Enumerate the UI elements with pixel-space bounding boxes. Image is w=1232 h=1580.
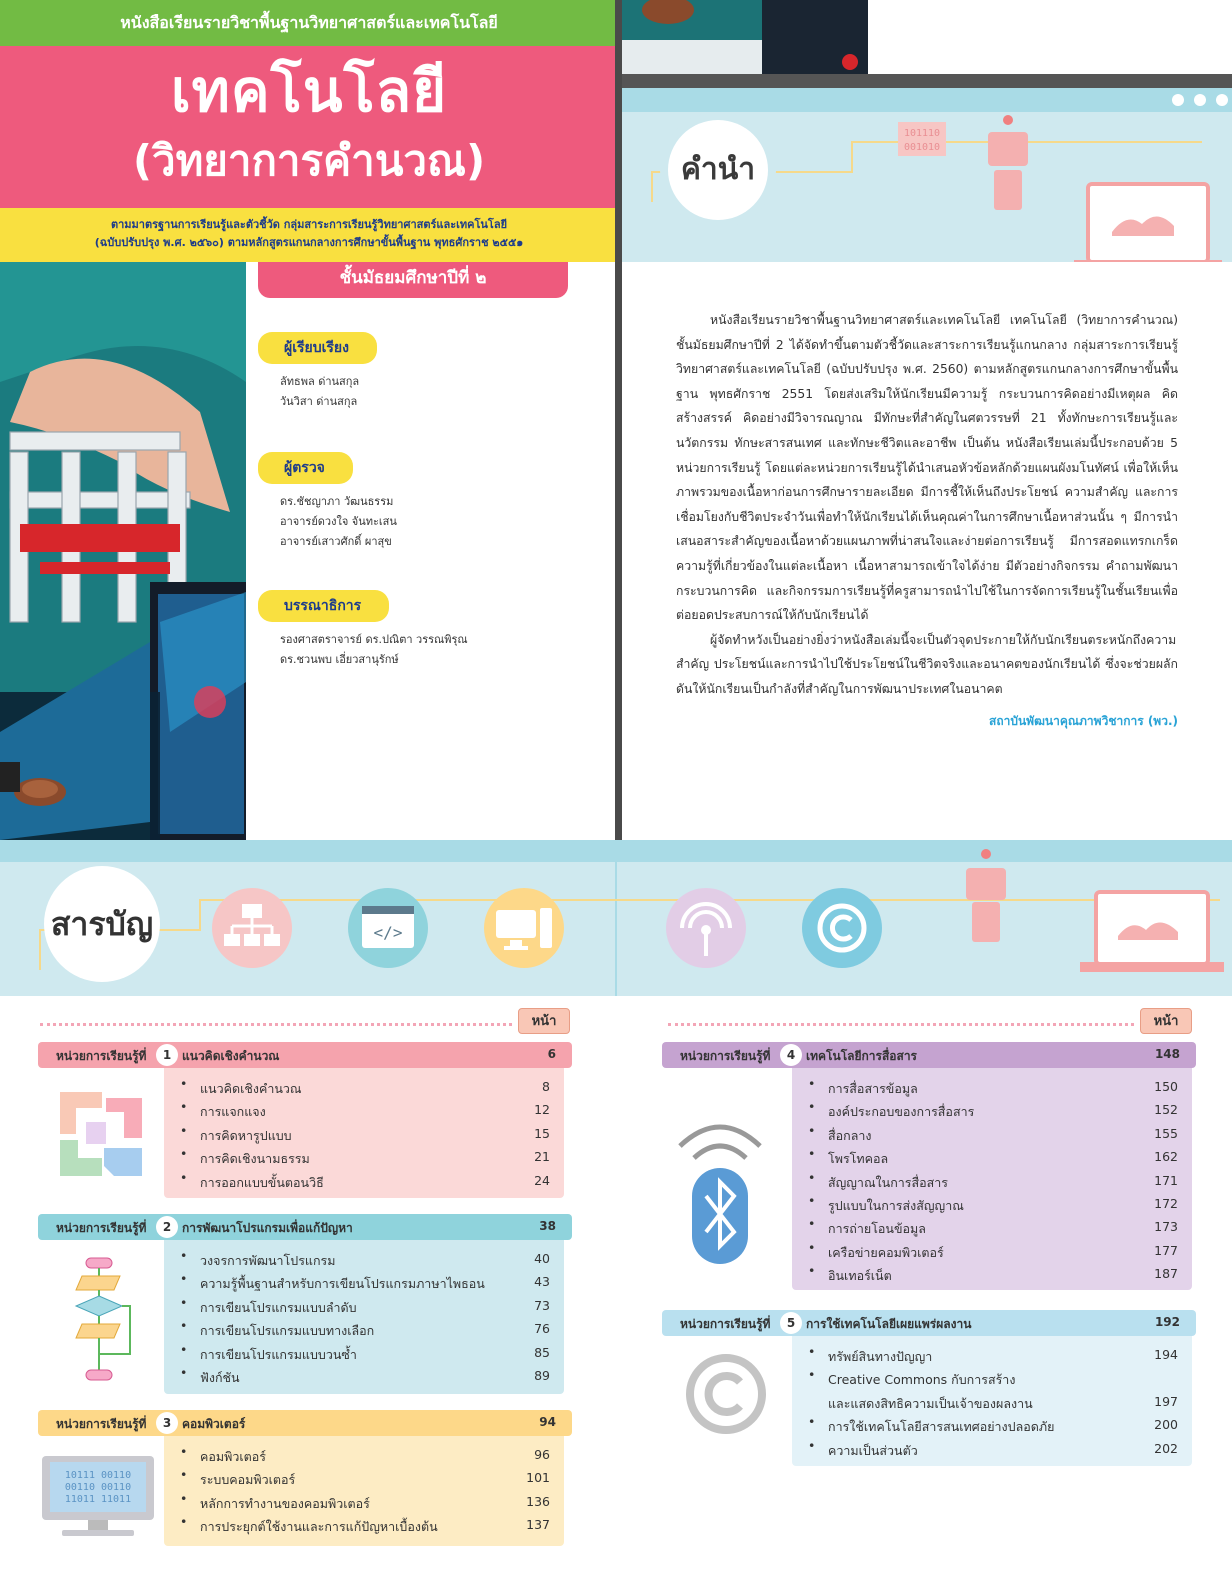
- credit-names: [280, 492, 397, 552]
- unit-title: แนวคิดเชิงคำนวณ: [182, 1049, 280, 1063]
- svg-text:11011 11011: 11011 11011: [64, 1494, 132, 1505]
- preface-body: [676, 308, 1178, 702]
- toc-entry[interactable]: [792, 1123, 1192, 1146]
- toc-entry[interactable]: [792, 1367, 1192, 1390]
- unit-label: หน่วยการเรียนรู้ที่: [56, 1221, 147, 1235]
- toc-entry-page: 24: [534, 1172, 550, 1188]
- cover-photo-robot-kit: [0, 262, 246, 840]
- bullet-icon: •: [808, 1239, 816, 1255]
- curriculum-line-2: (ฉบับปรับปรุง พ.ศ. ๒๕๖๐) ตามหลักสูตรแกนกลางการศึกษาขั้นพื้นฐาน พุทธศักราช ๒๕๕๑: [94, 236, 524, 249]
- toc-header-illustration: [0, 840, 1232, 996]
- unit-4-topics: [792, 1068, 1192, 1290]
- toc-entry-title: การเขียนโปรแกรมแบบทางเลือก: [200, 1323, 375, 1339]
- toc-entry-title: เครือข่ายคอมพิวเตอร์: [828, 1244, 944, 1260]
- credit-name: ดร.ชวนพบ เอี่ยวสานุรักษ์: [280, 653, 399, 666]
- toc-entry[interactable]: [164, 1099, 564, 1122]
- credit-block-editor: [258, 590, 468, 670]
- toc-entry[interactable]: [164, 1076, 564, 1099]
- bullet-icon: •: [180, 1122, 188, 1138]
- bullet-icon: •: [180, 1169, 188, 1185]
- bullet-icon: •: [180, 1271, 188, 1287]
- unit-5-topics: [792, 1336, 1192, 1466]
- toc-entry-title: ความรู้พื้นฐานสำหรับการเขียนโปรแกรมภาษาไพธอน: [200, 1276, 485, 1292]
- toc-entry-title: การเขียนโปรแกรมแบบวนซ้ำ: [200, 1346, 357, 1362]
- toc-entry-title: คอมพิวเตอร์: [200, 1449, 266, 1464]
- bullet-icon: •: [180, 1364, 188, 1380]
- bullet-icon: •: [180, 1099, 188, 1115]
- toc-entry-page: 152: [1154, 1102, 1178, 1118]
- toc-entry[interactable]: [792, 1146, 1192, 1169]
- tablet-photo: [622, 0, 868, 74]
- credit-block-author: [258, 332, 377, 412]
- bullet-icon: •: [808, 1099, 816, 1115]
- copyright-icon: [802, 888, 882, 968]
- credit-names: [280, 630, 468, 670]
- bullet-icon: •: [180, 1514, 188, 1530]
- book-title: เทคโนโลยี: [170, 57, 448, 125]
- bullet-icon: •: [180, 1294, 188, 1310]
- svg-text:10111 00110: 10111 00110: [64, 1470, 132, 1481]
- toc-entry-page: 21: [534, 1149, 550, 1165]
- svg-text:</>: </>: [373, 923, 403, 942]
- toc-entry[interactable]: [792, 1076, 1192, 1099]
- toc-entry-title: และแสดงสิทธิความเป็นเจ้าของผลงาน: [828, 1395, 1033, 1411]
- toc-entry-page: 155: [1154, 1125, 1178, 1141]
- unit-number: 1: [156, 1044, 178, 1066]
- toc-entry[interactable]: [792, 1344, 1192, 1367]
- dotted-leader-right: [668, 1023, 1134, 1027]
- bullet-icon: •: [180, 1076, 188, 1091]
- credit-role: บรรณาธิการ: [258, 590, 389, 622]
- toc-entry-page: 73: [534, 1297, 550, 1313]
- credit-name: ดร.ชัชญาภา วัฒนธรรม: [280, 495, 394, 508]
- toc-entry[interactable]: [164, 1342, 564, 1365]
- toc-entry[interactable]: [792, 1170, 1192, 1193]
- unit-3-topics: [164, 1436, 564, 1546]
- toc-entry-page: 137: [526, 1517, 550, 1533]
- bullet-icon: •: [808, 1414, 816, 1430]
- toc-entry-title: องค์ประกอบของการสื่อสาร: [828, 1104, 975, 1120]
- toc-entry-page: 177: [1154, 1242, 1178, 1258]
- unit-1-header[interactable]: [38, 1042, 572, 1068]
- toc-entry[interactable]: [164, 1365, 564, 1388]
- toc-entry[interactable]: [164, 1146, 564, 1169]
- bullet-icon: •: [808, 1146, 816, 1162]
- page-divider: [615, 0, 622, 840]
- toc-entry-title: การออกแบบขั้นตอนวิธี: [200, 1174, 324, 1190]
- toc-entry-title: รูปแบบในการส่งสัญญาณ: [828, 1197, 964, 1213]
- toc-entry-page: 162: [1154, 1149, 1178, 1165]
- toc-entry-title: ระบบคอมพิวเตอร์: [200, 1472, 296, 1488]
- toc-entry-page: 200: [1154, 1417, 1178, 1433]
- toc-entry-title: ความเป็นส่วนตัว: [828, 1442, 918, 1458]
- toc-entry[interactable]: [792, 1414, 1192, 1437]
- toc-entry-title: วงจรการพัฒนาโปรแกรม: [200, 1253, 336, 1268]
- toc-entry-title: หลักการทำงานของคอมพิวเตอร์: [200, 1495, 370, 1511]
- unit-page: 6: [547, 1047, 556, 1061]
- toc-entry-page: 187: [1154, 1266, 1178, 1282]
- toc-entry-page: 136: [526, 1493, 550, 1509]
- toc-entry-page: 197: [1154, 1393, 1178, 1409]
- toc-entry-page: 173: [1154, 1219, 1178, 1235]
- unit-label: หน่วยการเรียนรู้ที่: [680, 1317, 771, 1331]
- unit-title: การใช้เทคโนโลยีเผยแพร่ผลงาน: [806, 1317, 972, 1331]
- unit-label: หน่วยการเรียนรู้ที่: [56, 1417, 147, 1431]
- series-banner: หนังสือเรียนรายวิชาพื้นฐานวิทยาศาสตร์และเทคโนโลยี: [0, 0, 618, 46]
- toc-entry-title: การประยุกต์ใช้งานและการแก้ปัญหาเบื้องต้น: [200, 1519, 438, 1535]
- toc-entry-page: 8: [542, 1079, 550, 1094]
- bullet-icon: •: [180, 1146, 188, 1162]
- unit-page: 94: [539, 1415, 556, 1429]
- credit-name: ลัทธพล ด่านสกุล: [280, 375, 360, 388]
- unit-number: 4: [780, 1044, 802, 1066]
- toc-entry-page: 96: [534, 1447, 550, 1462]
- toc-entry-page: 40: [534, 1251, 550, 1266]
- credit-names: [280, 372, 377, 412]
- cover-panel: [0, 0, 618, 840]
- unit-2-header[interactable]: [38, 1214, 572, 1240]
- toc-entry-title: Creative Commons กับการสร้าง: [828, 1372, 1016, 1388]
- page-column-label-left: หน้า: [518, 1008, 570, 1034]
- toc-entry-page: 150: [1154, 1079, 1178, 1094]
- toc-entry[interactable]: [164, 1318, 564, 1341]
- bullet-icon: •: [808, 1169, 816, 1185]
- toc-entry[interactable]: [164, 1514, 564, 1537]
- credit-role: ผู้ตรวจ: [258, 452, 353, 484]
- bullet-icon: •: [808, 1122, 816, 1138]
- bullet-icon: •: [180, 1341, 188, 1357]
- binary-text: 001010: [903, 142, 941, 153]
- unit-page: 192: [1154, 1315, 1180, 1329]
- curriculum-line-1: ตามมาตรฐานการเรียนรู้และตัวชี้วัด กลุ่มสาระการเรียนรู้วิทยาศาสตร์และเทคโนโลยี: [110, 218, 508, 231]
- toc-entry-page: 171: [1154, 1172, 1178, 1188]
- bullet-icon: •: [180, 1467, 188, 1483]
- toc-entry-title: โพรโทคอล: [828, 1151, 889, 1167]
- credit-name: อาจารย์ดวงใจ จันทะเสน: [280, 515, 397, 528]
- toc-entry-title: การเขียนโปรแกรมแบบลำดับ: [200, 1299, 357, 1315]
- unit-number: 5: [780, 1312, 802, 1334]
- unit-label: หน่วยการเรียนรู้ที่: [56, 1049, 147, 1063]
- unit-title: เทคโนโลยีการสื่อสาร: [806, 1049, 918, 1063]
- org-chart-icon: [212, 888, 292, 968]
- binary-text: 101110: [903, 128, 941, 139]
- bullet-icon: •: [808, 1437, 816, 1453]
- unit-label: หน่วยการเรียนรู้ที่: [680, 1049, 771, 1063]
- bullet-icon: •: [180, 1248, 188, 1263]
- credit-name: รองศาสตราจารย์ ดร.ปณิตา วรรณพิรุณ: [280, 633, 468, 646]
- code-window-icon: [348, 888, 428, 968]
- toc-entry-page: 12: [534, 1102, 550, 1118]
- bullet-icon: •: [180, 1318, 188, 1334]
- preface-panel: [622, 0, 1232, 840]
- toc-entry-page: 76: [534, 1321, 550, 1337]
- flowchart-icon: [66, 1254, 136, 1384]
- toc-entry[interactable]: [792, 1099, 1192, 1122]
- toc-entry[interactable]: [792, 1193, 1192, 1216]
- toc-entry-title: สื่อกลาง: [828, 1127, 872, 1143]
- toc-entry[interactable]: [164, 1295, 564, 1318]
- unit-5-header[interactable]: [662, 1310, 1196, 1336]
- toc-entry[interactable]: [164, 1491, 564, 1514]
- dots-decoration: [622, 88, 1232, 112]
- header-bar: [622, 88, 1232, 112]
- toc-entry[interactable]: [792, 1240, 1192, 1263]
- signal-tower-icon: [666, 888, 746, 968]
- toc-entry-page: 194: [1154, 1347, 1178, 1362]
- preface-signature: สถาบันพัฒนาคุณภาพวิชาการ (พว.): [989, 714, 1178, 728]
- svg-text:00110 00110: 00110 00110: [64, 1482, 132, 1493]
- unit-4-header[interactable]: [662, 1042, 1196, 1068]
- toc-entry-page: 202: [1154, 1440, 1178, 1456]
- toc-entry[interactable]: [792, 1391, 1192, 1414]
- bluetooth-icon: [670, 1108, 770, 1268]
- toc-entry[interactable]: [792, 1216, 1192, 1239]
- toc-entry-title: ทรัพย์สินทางปัญญา: [828, 1349, 933, 1364]
- toc-entry-page: 43: [534, 1274, 550, 1290]
- toc-entry-page: 89: [534, 1367, 550, 1383]
- bullet-icon: •: [808, 1367, 816, 1383]
- unit-number: 2: [156, 1216, 178, 1238]
- toc-entry-page: 172: [1154, 1195, 1178, 1211]
- pinwheel-icon: [56, 1088, 146, 1180]
- unit-page: 148: [1154, 1047, 1180, 1061]
- page-column-label-right: หน้า: [1140, 1008, 1192, 1034]
- copyright-symbol-icon: [684, 1352, 768, 1436]
- preface-dark-band: [622, 74, 1232, 88]
- toc-entry-page: 85: [534, 1344, 550, 1360]
- credit-role: ผู้เรียบเรียง: [258, 332, 377, 364]
- bullet-icon: •: [180, 1490, 188, 1506]
- toc-entry-title: แนวคิดเชิงคำนวณ: [200, 1081, 302, 1096]
- unit-2-topics: [164, 1240, 564, 1394]
- bullet-icon: •: [180, 1444, 188, 1459]
- unit-1-topics: [164, 1068, 564, 1198]
- toc-entry[interactable]: [164, 1271, 564, 1294]
- toc-entry-title: การแจกแจง: [200, 1104, 266, 1120]
- monitor-binary-icon: [40, 1454, 156, 1538]
- robot-kit-illustration: [0, 262, 246, 840]
- bullet-icon: •: [808, 1076, 816, 1091]
- unit-title: คอมพิวเตอร์: [182, 1417, 246, 1431]
- toc-entry-title: ฟังก์ชัน: [200, 1369, 240, 1385]
- toc-entry[interactable]: [792, 1263, 1192, 1286]
- toc-entry[interactable]: [164, 1467, 564, 1490]
- toc-entry[interactable]: [164, 1248, 564, 1271]
- credit-block-reviewer: [258, 452, 397, 552]
- toc-entry-title: การสื่อสารข้อมูล: [828, 1081, 918, 1096]
- unit-title: การพัฒนาโปรแกรมเพื่อแก้ปัญหา: [182, 1221, 353, 1235]
- toc-entry-title: การใช้เทคโนโลยีสารสนเทศอย่างปลอดภัย: [828, 1419, 1055, 1435]
- unit-page: 38: [539, 1219, 556, 1233]
- toc-entry[interactable]: [164, 1123, 564, 1146]
- toc-entry[interactable]: [164, 1170, 564, 1193]
- credit-name: อาจารย์เสาวศักดิ์ ผาสุข: [280, 535, 392, 548]
- preface-heading: คำนำ: [668, 120, 768, 220]
- toc-entry-title: สัญญาณในการสื่อสาร: [828, 1174, 948, 1190]
- toc-panel: [0, 840, 1232, 1580]
- bullet-icon: •: [808, 1216, 816, 1232]
- credit-name: วันวิสา ด่านสกุล: [280, 395, 358, 408]
- unit-3-header[interactable]: [38, 1410, 572, 1436]
- bullet-icon: •: [808, 1344, 816, 1359]
- book-subtitle: (วิทยาการคำนวณ): [132, 136, 486, 185]
- bullet-icon: •: [808, 1192, 816, 1208]
- title-block: [0, 46, 618, 208]
- toc-entry-title: การคิดหารูปแบบ: [200, 1127, 292, 1143]
- preface-photo-strip: [622, 0, 868, 74]
- toc-entry[interactable]: [164, 1444, 564, 1467]
- toc-entry-page: 101: [526, 1470, 550, 1486]
- toc-entry[interactable]: [792, 1438, 1192, 1461]
- preface-paragraph: หนังสือเรียนรายวิชาพื้นฐานวิทยาศาสตร์และเทคโนโลยี เทคโนโลยี (วิทยาการคำนวณ) ชั้นมัธยมศึกษาปีที่ 2 ได้จัดทำขึ้นตามตัวชี้วัดและสาระการเรียนรู้แกนกลาง กลุ่มสาระการเรียนรู้วิทยาศาสตร์และเทคโนโลยี (ฉบับปรับปรุง พ.ศ. 2560) ตามหลักสูตรแกนกลางการศึกษาขั้นพื้นฐาน พุทธศักราช 2551 โดยส่งเสริมให้นักเรียนมีความรู้ กระบวนการคิดอย่างมีเหตุผล คิดสร้างสรรค์ คิดอย่างมีวิจารณญาณ มีทักษะที่สำคัญในศตวรรษที่ 21 ทั้งทักษะการเรียนรู้และนวัตกรรม ทักษะสารสนเทศ และทักษะชีวิตและอาชีพ เป็นต้น หนังสือเรียนเล่มนี้ประกอบด้วย 5 หน่วยการเรียนรู้ โดยแต่ละหน่วยการเรียนรู้ได้นำเสนอหัวข้อหลักด้วยแผนผังมโนทัศน์ เพื่อให้เห็นภาพรวมของเนื้อหาก่อนการศึกษารายละเอียด มีการชี้ให้เห็นถึงประโยชน์ ความสำคัญ และการเชื่อมโยงกับชีวิตประจำวันเพื่อทำให้นักเรียนได้เห็นคุณค่าในการศึกษาเนื้อหาส่วนนั้น ๆ มีการนำเสนอสาระสำคัญของเนื้อหาด้วยแผนภาพที่น่าสนใจและง่ายต่อการเรียนรู้ มีการสอดแทรกเกร็ดความรู้ที่เกี่ยวข้องในแต่ละเนื้อหา เนื้อหาสามารถเข้าใจได้ง่าย มีตัวอย่างกิจกรรม คำถามพัฒนากระบวนการคิด และกิจกรรมการเรียนรู้ที่ครูสามารถนำไปใช้ในการจัดการเรียนรู้ในชั้นเรียนเพื่อต่อยอดประสบการณ์ให้กับนักเรียนได้: [676, 313, 1178, 623]
- curriculum-note: [0, 208, 618, 262]
- toc-entry-title: การคิดเชิงนามธรรม: [200, 1151, 310, 1167]
- dotted-leader-left: [40, 1023, 512, 1027]
- toc-entry-page: 15: [534, 1125, 550, 1141]
- toc-heading: สารบัญ: [44, 866, 160, 982]
- unit-number: 3: [156, 1412, 178, 1434]
- toc-entry-title: การถ่ายโอนข้อมูล: [828, 1221, 926, 1237]
- preface-paragraph: ผู้จัดทำหวังเป็นอย่างยิ่งว่าหนังสือเล่มนี้จะเป็นตัวจุดประกายให้กับนักเรียนตระหนักถึงความสำคัญ ประโยชน์และการนำไปใช้ประโยชน์ในชีวิตจริงและอนาคตของนักเรียนได้ ซึ่งจะช่วยผลักดันให้นักเรียนเป็นกำลังที่สำคัญในการพัฒนาประเทศในอนาคต: [676, 632, 1178, 696]
- toc-entry-title: อินเทอร์เน็ต: [828, 1268, 892, 1284]
- toc-header: [0, 840, 1232, 996]
- computer-icon: [484, 888, 564, 968]
- grade-label: ชั้นมัธยมศึกษาปีที่ ๒: [258, 262, 568, 298]
- bullet-icon: •: [808, 1263, 816, 1279]
